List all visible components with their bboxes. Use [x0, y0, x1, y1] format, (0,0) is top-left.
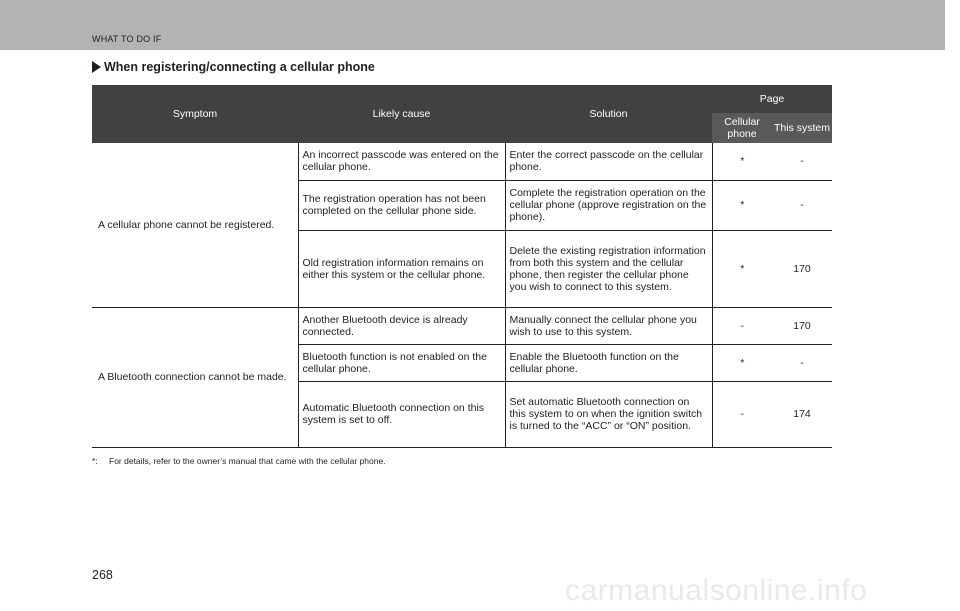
page-cellular-cell: -: [712, 381, 772, 447]
solution-cell: Set automatic Bluetooth connection on this system to on when the ignition switch is turned to the “ACC” or “ON” position.: [505, 381, 712, 447]
solution-cell: Complete the registration operation on the cellular phone (approve registration on the phone).: [505, 180, 712, 230]
cause-cell: Bluetooth function is not enabled on the cellular phone.: [298, 344, 505, 381]
section-heading-text: When registering/connecting a cellular phone: [104, 60, 375, 74]
troubleshooting-table: [92, 85, 832, 448]
page-system-cell: -: [772, 143, 832, 180]
column-header-solution: Solution: [505, 85, 712, 143]
solution-cell: Enable the Bluetooth function on the cellular phone.: [505, 344, 712, 381]
page-cellular-cell: *: [712, 344, 772, 381]
page-number: 268: [92, 568, 113, 582]
page-system-cell: 170: [772, 307, 832, 344]
cause-cell: The registration operation has not been completed on the cellular phone side.: [298, 180, 505, 230]
section-heading: [92, 60, 375, 74]
page-system-cell: 170: [772, 230, 832, 307]
symptom-cell: A cellular phone cannot be registered.: [92, 143, 298, 307]
triangle-bullet-icon: [92, 61, 101, 73]
solution-cell: Delete the existing registration information from both this system and the cellular phone, then register the cellular phone you wish to connect to this system.: [505, 230, 712, 307]
column-header-page-system: This system: [772, 113, 832, 143]
footnote-text: For details, refer to the owner’s manual that came with the cellular phone.: [109, 456, 386, 466]
cause-cell: An incorrect passcode was entered on the cellular phone.: [298, 143, 505, 180]
table-row: [92, 307, 832, 344]
page-cellular-cell: *: [712, 143, 772, 180]
footnote-mark: *:: [92, 456, 98, 466]
page-cellular-cell: *: [712, 230, 772, 307]
solution-cell: Manually connect the cellular phone you wish to use to this system.: [505, 307, 712, 344]
footnote: [92, 456, 386, 466]
column-header-symptom: Symptom: [92, 85, 298, 143]
cause-cell: Automatic Bluetooth connection on this system is set to off.: [298, 381, 505, 447]
page-system-cell: 174: [772, 381, 832, 447]
symptom-cell: A Bluetooth connection cannot be made.: [92, 307, 298, 447]
column-header-page-cellular: Cellular phone: [712, 113, 772, 143]
running-header: WHAT TO DO IF: [92, 34, 162, 44]
cause-cell: Another Bluetooth device is already connected.: [298, 307, 505, 344]
table-row: [92, 143, 832, 180]
page-system-cell: -: [772, 180, 832, 230]
page-system-cell: -: [772, 344, 832, 381]
column-header-likely-cause: Likely cause: [298, 85, 505, 143]
page-cellular-cell: *: [712, 180, 772, 230]
page-cellular-cell: -: [712, 307, 772, 344]
column-header-page: Page: [712, 85, 832, 113]
watermark: carmanualsonline.info: [565, 574, 868, 607]
solution-cell: Enter the correct passcode on the cellular phone.: [505, 143, 712, 180]
cause-cell: Old registration information remains on either this system or the cellular phone.: [298, 230, 505, 307]
